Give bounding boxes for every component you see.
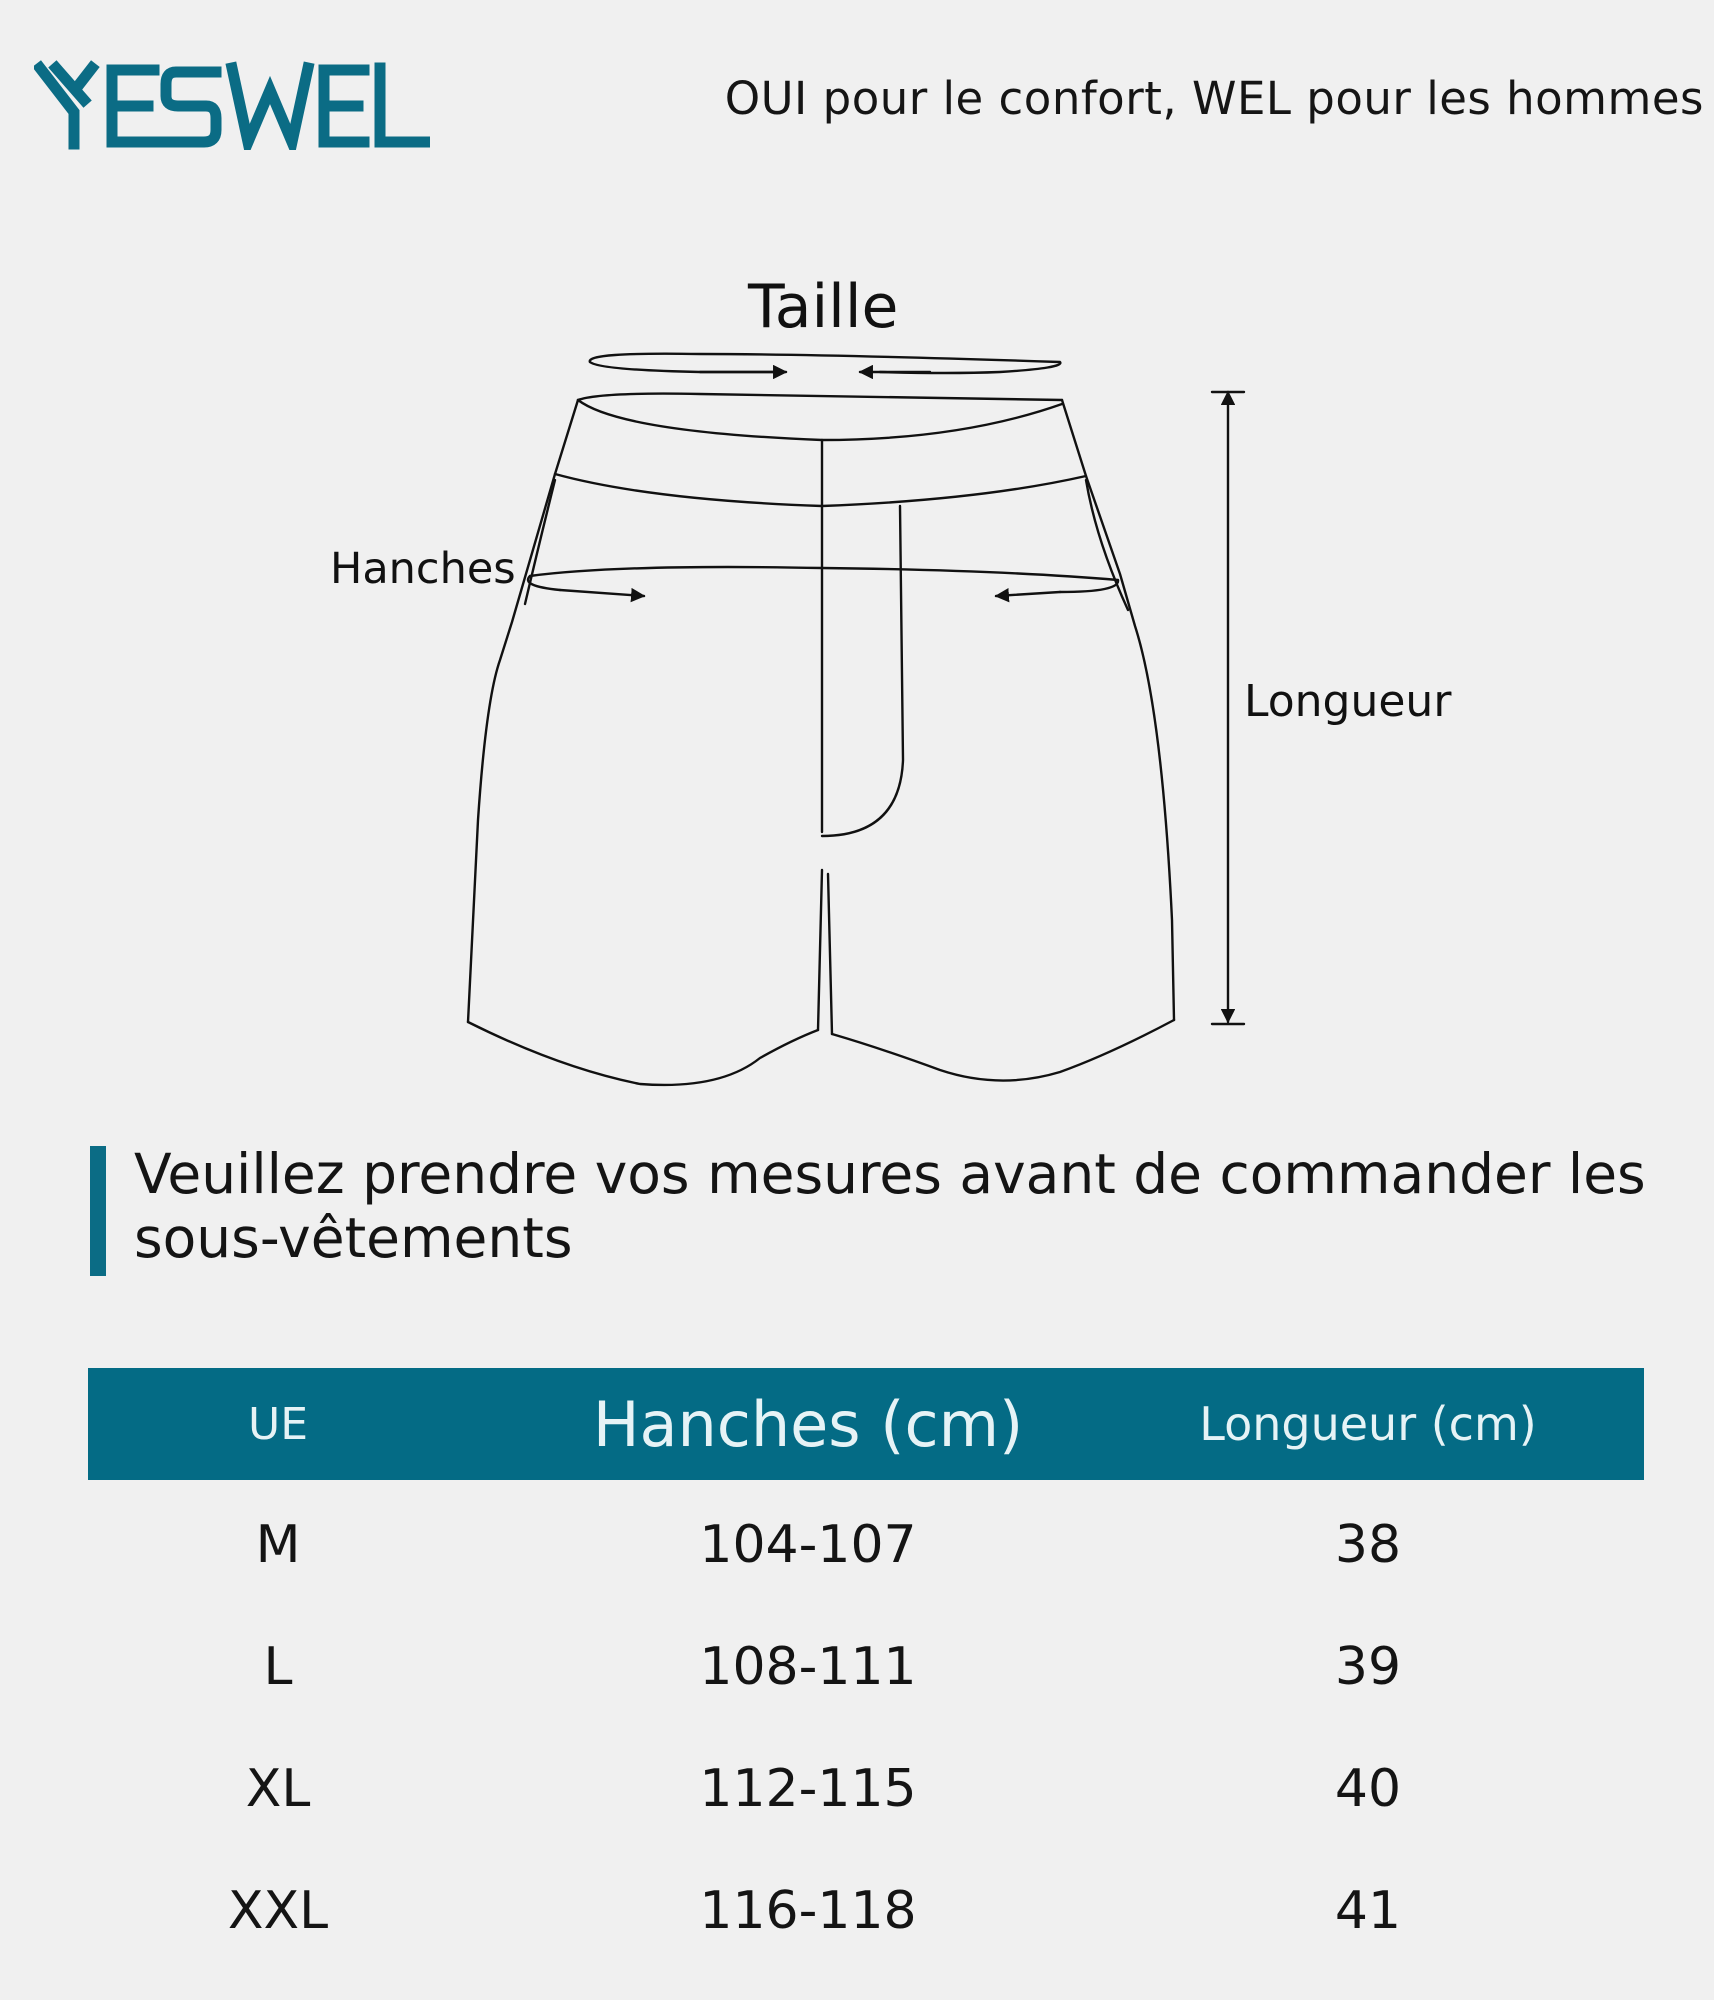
size-table [88, 1368, 1644, 1972]
column-header-size: UE [247, 1398, 308, 1450]
notice-text: Veuillez prendre vos mesures avant de commander les sous-vêtements [134, 1142, 1646, 1270]
size-cell: XXL [227, 1881, 329, 1941]
hips-cell: 108-111 [699, 1637, 917, 1697]
hips-label: Hanches [330, 544, 516, 594]
hips-cell: 112-115 [699, 1759, 917, 1819]
waist-label: Taille [748, 272, 899, 342]
hips-cell: 104-107 [699, 1515, 917, 1575]
table-header [88, 1368, 1644, 1480]
table-body [88, 1480, 1644, 1972]
length-cell: 39 [1334, 1637, 1402, 1697]
measurement-notice [90, 1142, 1690, 1278]
column-header-hips: Hanches (cm) [592, 1387, 1024, 1461]
length-label: Longueur [1244, 676, 1452, 727]
length-cell: 40 [1334, 1759, 1402, 1819]
table-row [88, 1484, 1644, 1606]
table-row [88, 1606, 1644, 1728]
size-cell: XL [245, 1759, 311, 1819]
brand-tagline: OUI pour le confort, WEL pour les hommes [724, 72, 1704, 125]
size-cell: M [255, 1515, 301, 1575]
notice-accent-bar [90, 1146, 106, 1276]
length-cell: 38 [1334, 1515, 1402, 1575]
hips-cell: 116-118 [699, 1881, 917, 1941]
size-cell: L [263, 1637, 293, 1697]
table-row [88, 1850, 1644, 1972]
table-row [88, 1728, 1644, 1850]
column-header-length: Longueur (cm) [1199, 1397, 1537, 1451]
length-cell: 41 [1334, 1881, 1402, 1941]
